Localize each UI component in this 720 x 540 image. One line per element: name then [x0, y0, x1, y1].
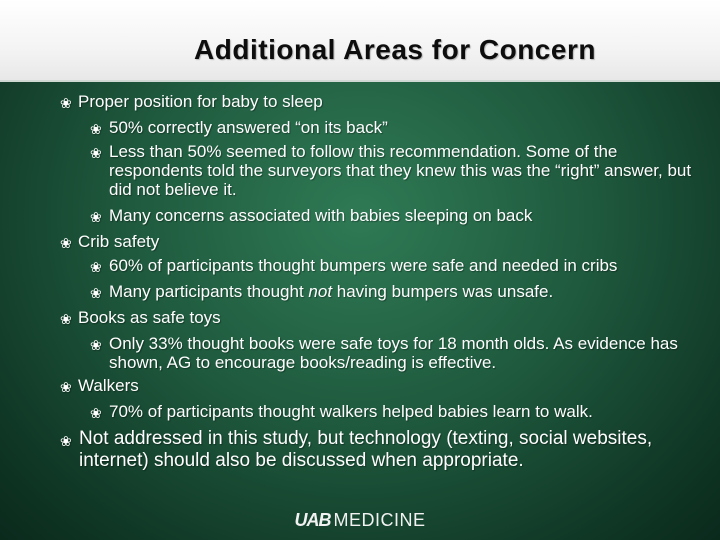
bullet-text: 70% of participants thought walkers helped babies learn to walk. — [109, 402, 593, 421]
text-part: having bumpers was unsafe. — [332, 282, 554, 301]
bullet-icon: ❀ — [90, 121, 102, 137]
bullet-icon: ❀ — [90, 259, 102, 275]
bullet-icon: ❀ — [90, 145, 102, 161]
bullet-text: Books as safe toys — [78, 308, 221, 327]
bullet-icon: ❀ — [90, 337, 102, 353]
uab-medicine-logo — [294, 510, 425, 531]
uab-logo-mark: UAB — [294, 509, 331, 530]
emphasis-text: not — [308, 282, 333, 301]
bullet-text: Only 33% thought books were safe toys for 18 month olds. As evidence has shown, AG to encourage books/reading is effective. — [109, 334, 678, 372]
logo-text: MEDICINE — [333, 509, 426, 530]
bullet-icon: ❀ — [90, 209, 102, 225]
bullet-text: Not addressed in this study, but technology (texting, social websites, internet) should also be discussed when appropriate. — [79, 428, 653, 471]
bullet-text: Proper position for baby to sleep — [78, 92, 323, 111]
bullet-text: 60% of participants thought bumpers were safe and needed in cribs — [109, 256, 618, 275]
bullet-icon: ❀ — [60, 433, 72, 449]
bullet-text: Less than 50% seemed to follow this recommendation. Some of the respondents told the surveyors that they knew this was the “right” answer, but did not believe it. — [109, 142, 692, 199]
slide-title: Additional Areas for Concern — [194, 34, 596, 65]
bullet-icon: ❀ — [90, 285, 102, 301]
bullet-text — [109, 282, 709, 301]
bullet-icon: ❀ — [90, 405, 102, 421]
title-bar — [0, 0, 720, 82]
bullet-icon: ❀ — [60, 235, 72, 251]
bullet-text: Walkers — [78, 376, 139, 395]
footer — [0, 500, 720, 540]
bullet-icon: ❀ — [60, 95, 72, 111]
text-part: Many participants thought — [109, 282, 309, 301]
bullet-text: Crib safety — [78, 232, 160, 251]
bullet-icon: ❀ — [60, 311, 72, 327]
bullet-text: 50% correctly answered “on its back” — [109, 118, 388, 137]
bullet-text: Many concerns associated with babies sleeping on back — [109, 206, 533, 225]
bullet-icon: ❀ — [60, 379, 72, 395]
